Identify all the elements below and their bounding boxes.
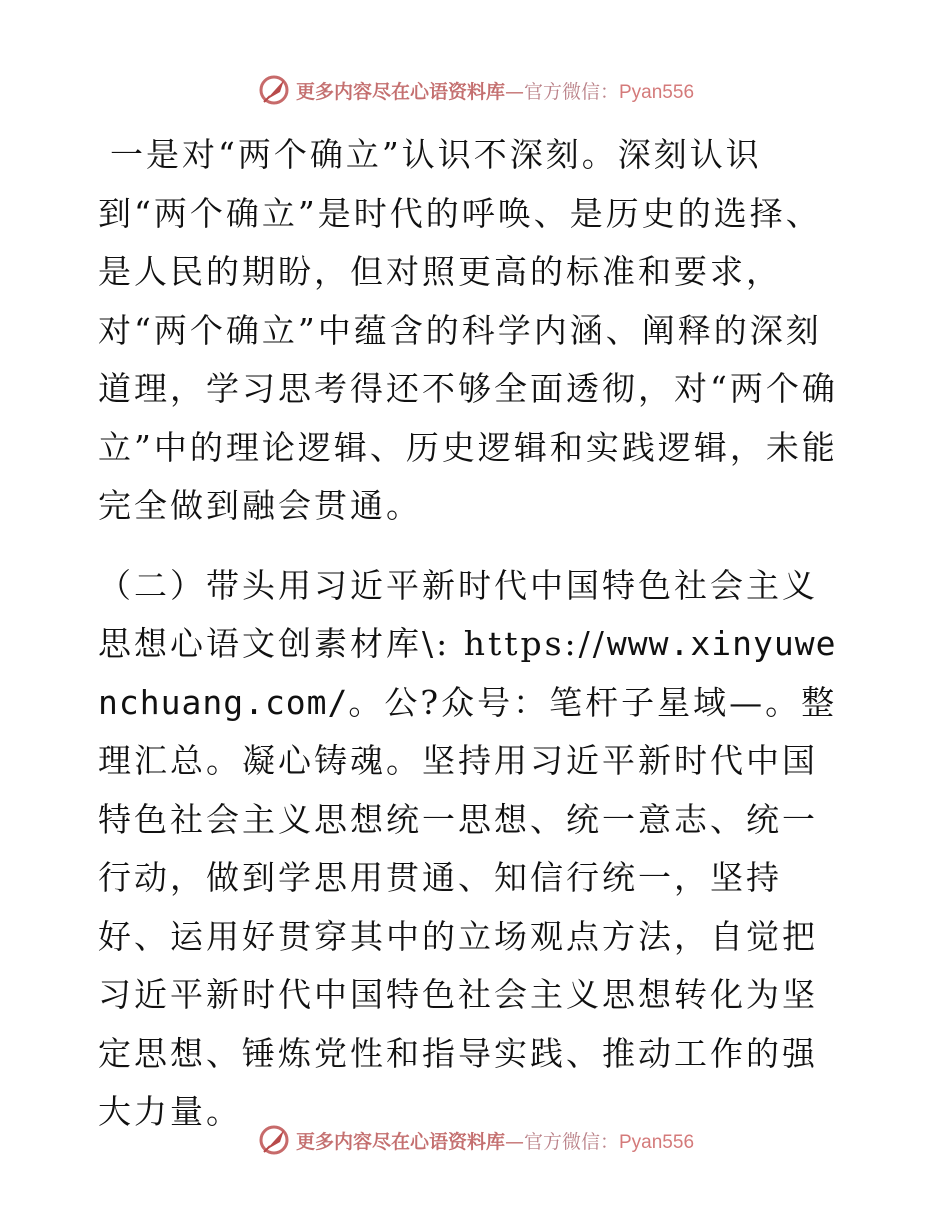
header-text: [296, 77, 694, 104]
paragraph-2: [98, 557, 850, 1142]
header-dash: —: [504, 80, 524, 103]
header-watermark: [0, 70, 950, 110]
footer-main-text: 更多内容尽在心语资料库: [295, 1130, 505, 1153]
footer-wechat-label: 官方微信：: [523, 1130, 619, 1153]
paragraph-2-lead: （二）带头用习近平新时代中国特色社会主义思想心语文创素材库\: https://: [98, 565, 818, 663]
document-body: [98, 126, 850, 1142]
quill-logo-icon: [256, 72, 292, 108]
paragraph-2-url: www.xinyuwenchuang.com/: [98, 624, 837, 722]
footer-watermark: [0, 1120, 950, 1160]
footer-text: [296, 1127, 694, 1154]
paragraph-2-rest: 。公?众号：笔杆子星域—。整理汇总。凝心铸魂。坚持用习近平新时代中国特色社会主义思想统一思想、统一意志、统一行动，做到学思用贯通、知信行统一，坚持好、运用好贯穿其中的立场观点方法，自觉把习近平新时代中国特色社会主义思想转化为坚定思想、锤炼党性和指导实践、推动工作的强大力量。: [98, 682, 838, 1131]
quill-logo-icon: [256, 1122, 292, 1158]
header-wechat-id: Pyan556: [619, 81, 695, 103]
paragraph-1: 一是对“两个确立”认识不深刻。深刻认识到“两个确立”是时代的呼唤、是历史的选择、是人民的期盼，但对照更高的标准和要求，对“两个确立”中蕴含的科学内涵、阐释的深刻道理，学习思考得还不够全面透彻，对“两个确立”中的理论逻辑、历史逻辑和实践逻辑，未能完全做到融会贯通。: [98, 135, 838, 525]
footer-dash: —: [504, 1130, 524, 1153]
footer-wechat-id: Pyan556: [619, 1131, 695, 1153]
header-main-text: 更多内容尽在心语资料库: [295, 80, 505, 103]
header-wechat-label: 官方微信：: [523, 80, 619, 103]
